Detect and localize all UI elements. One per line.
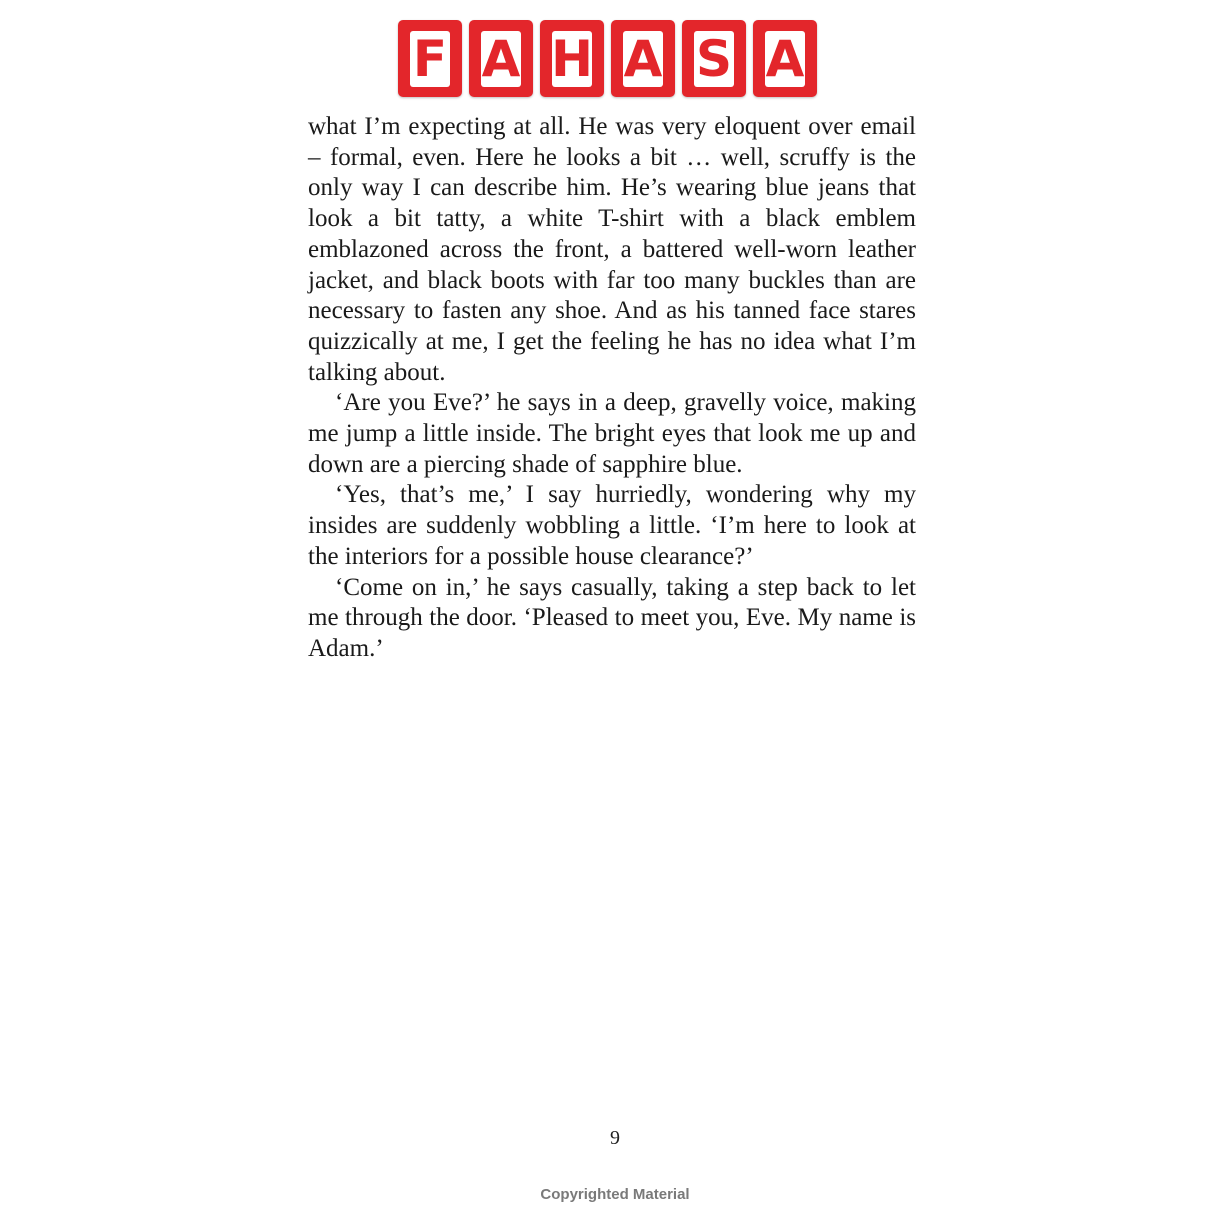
logo-tile	[682, 20, 746, 97]
page-number: 9	[610, 1127, 620, 1149]
page-body-text	[308, 112, 916, 665]
logo-tile	[753, 20, 817, 97]
logo-tile	[469, 20, 533, 97]
logo-tile	[540, 20, 604, 97]
paragraph: ‘Yes, that’s me,’ I say hurriedly, wondering why my insides are suddenly wobbling a little. ‘I’m here to look at the interiors for a possible house clearance?’	[308, 481, 916, 570]
fahasa-logo	[398, 20, 817, 97]
logo-tile	[611, 20, 675, 97]
logo-letter: H	[551, 29, 593, 88]
paragraph: ‘Come on in,’ he says casually, taking a step back to let me through the door. ‘Pleased to meet you, Eve. My name is Adam.’	[308, 573, 916, 662]
logo-letter: F	[410, 31, 450, 87]
logo-letter: A	[623, 29, 663, 88]
logo-tile	[398, 20, 462, 97]
logo-letter: S	[695, 29, 732, 88]
copyright-notice: Copyrighted Material	[540, 1186, 690, 1203]
paragraph: what I’m expecting at all. He was very eloquent over email – formal, even. Here he looks a bit … well, scruffy is the only way I can describe him. He’s wearing blue jeans that look a bit tatty, a white T-shirt with a black emblem emblazoned across the front, a battered well-worn leather jacket, and black boots with far too many buckles than are necessary to fasten any shoe. And as his tanned face stares quizzically at me, I get the feeling he has no idea what I’m talking about.	[308, 113, 916, 386]
logo-letter: A	[481, 29, 521, 88]
paragraph: ‘Are you Eve?’ he says in a deep, gravelly voice, making me jump a little inside. The bright eyes that look me up and down are a piercing shade of sapphire blue.	[308, 389, 916, 478]
logo-letter: A	[765, 29, 805, 88]
